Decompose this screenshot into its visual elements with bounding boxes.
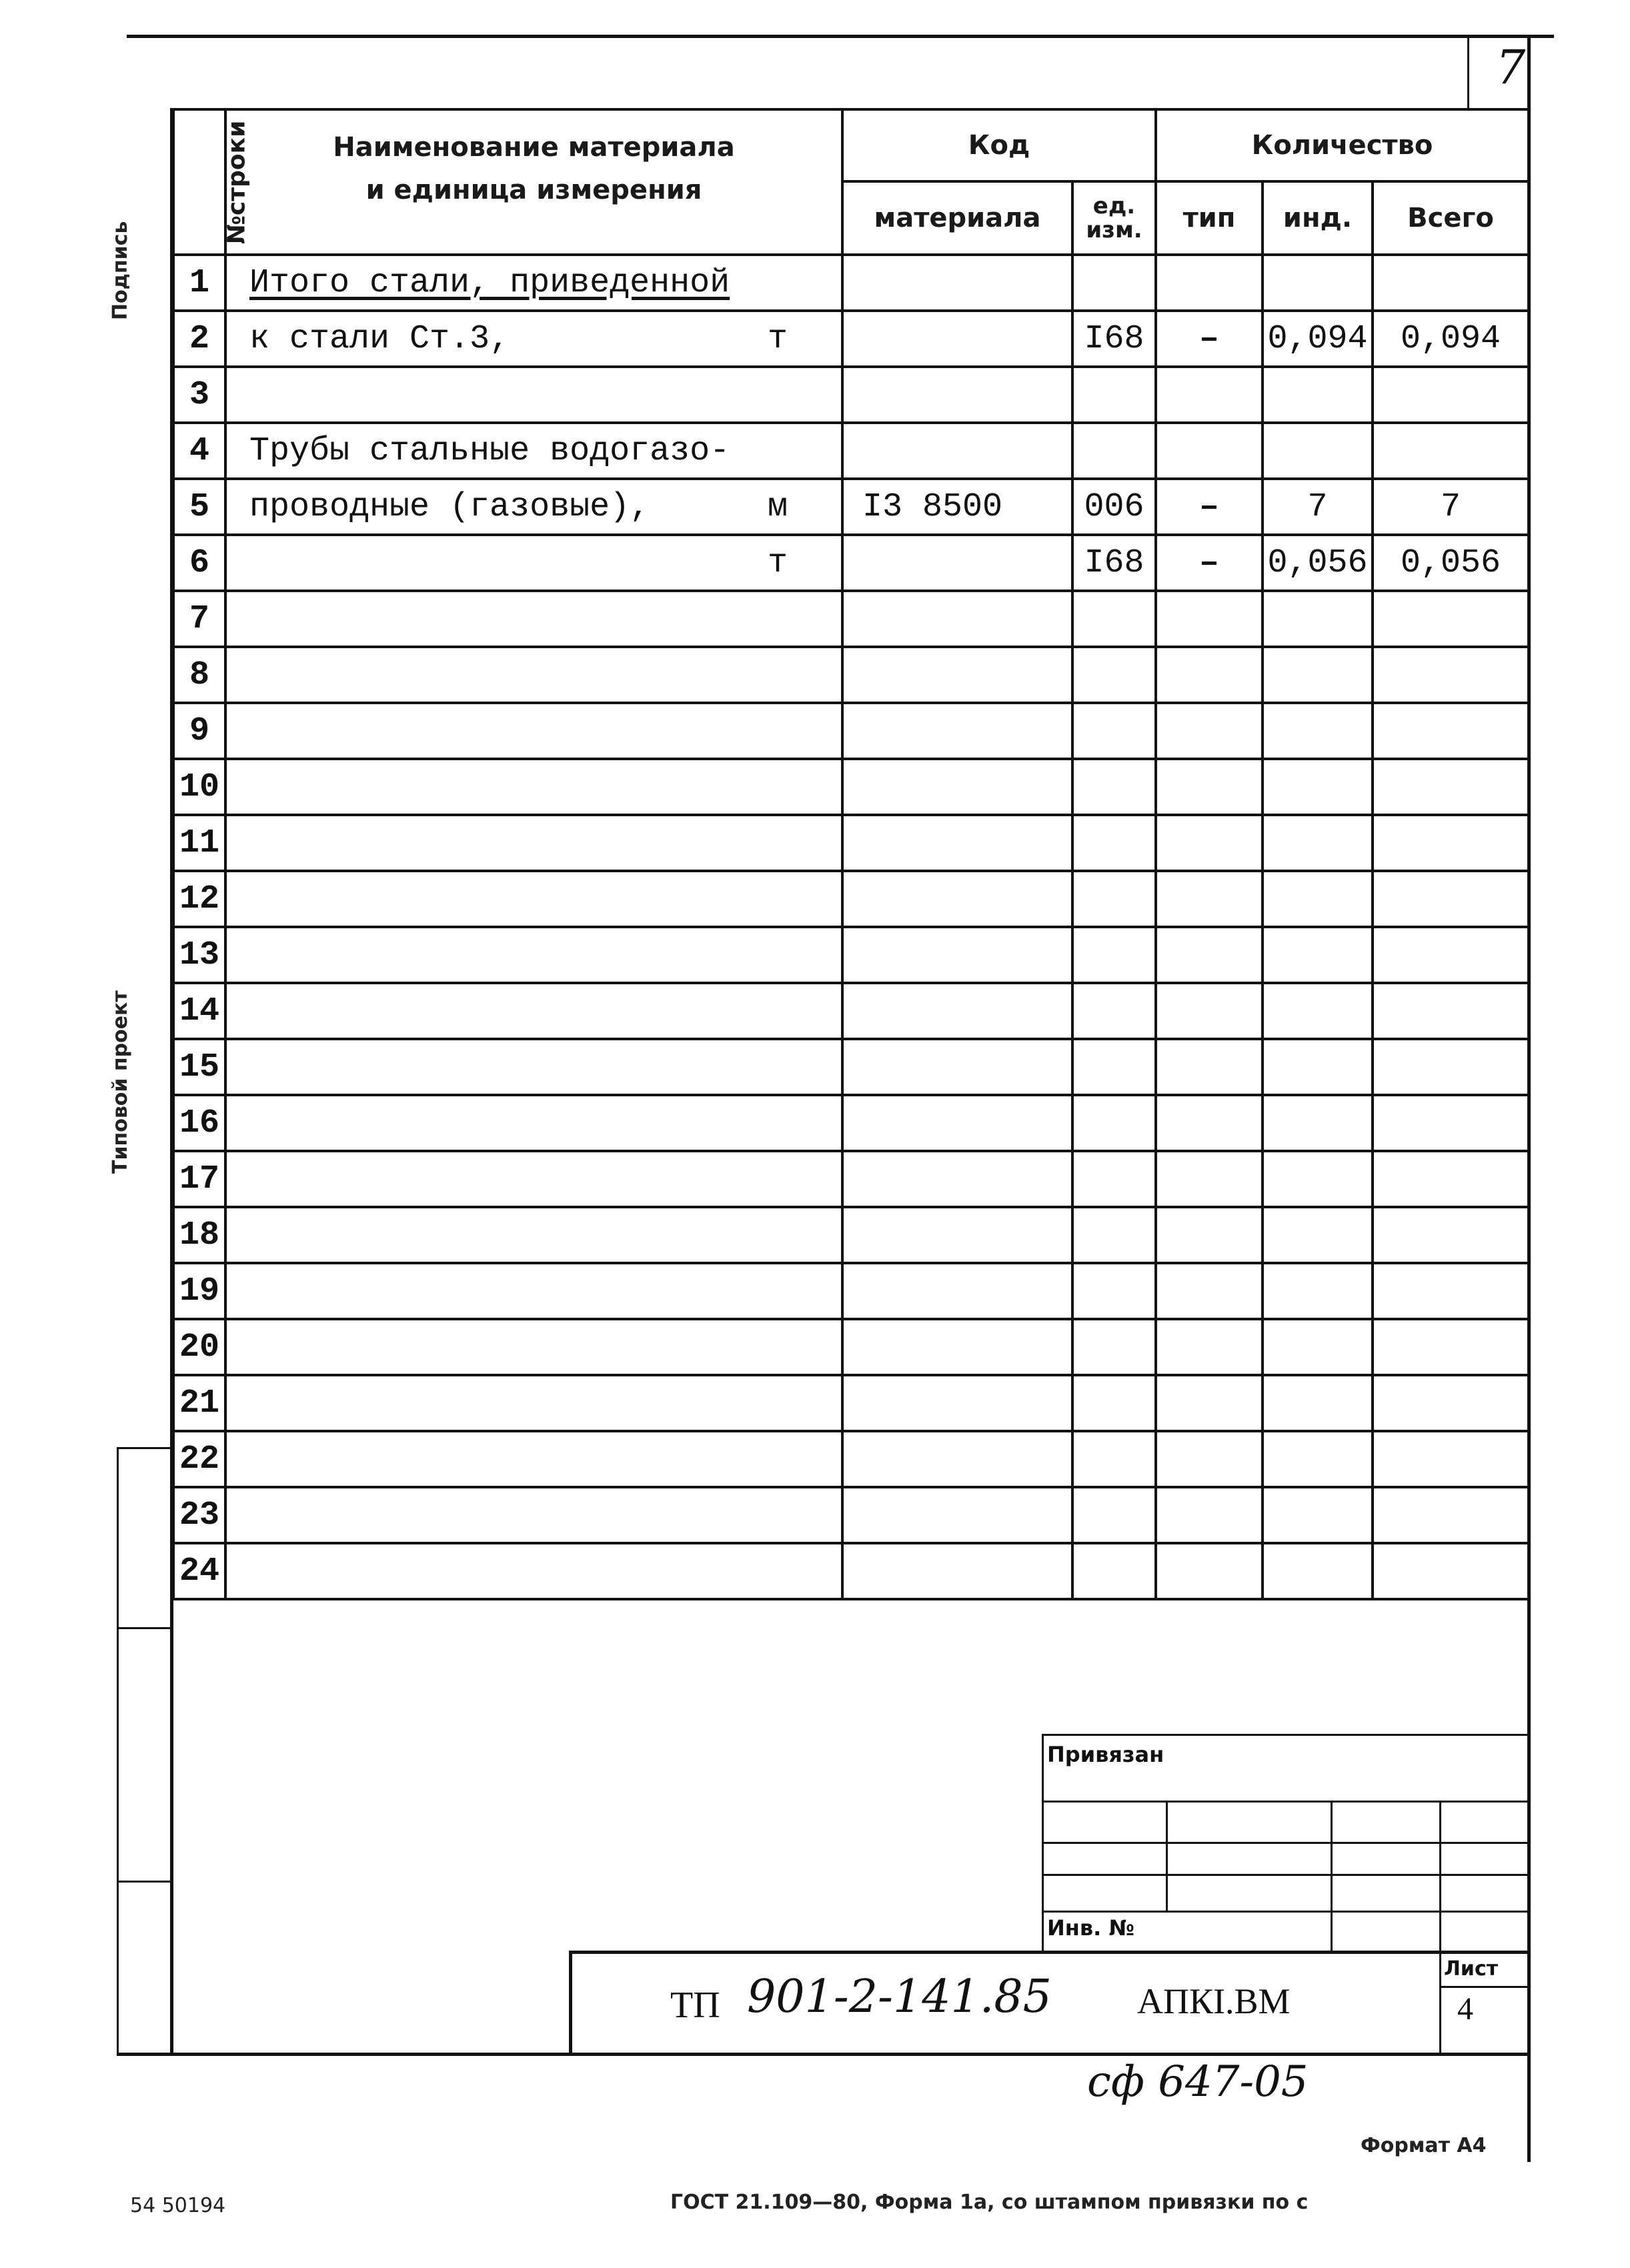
- table-row: [173, 927, 1529, 983]
- row-number-cell: 4: [173, 423, 225, 479]
- sheet-box-divider: [1439, 1986, 1529, 1988]
- unit-header: [1072, 181, 1156, 255]
- material-code-cell: [842, 311, 1072, 367]
- table-row: [173, 1319, 1529, 1375]
- unit-code-cell: [1072, 927, 1156, 983]
- row-number-cell: 10: [173, 759, 225, 815]
- total-cell: [1373, 703, 1529, 759]
- type-cell: [1156, 927, 1263, 983]
- quantity-header: Количество: [1156, 109, 1529, 181]
- row-number-cell: 16: [173, 1095, 225, 1151]
- material-name-cell: [225, 1375, 842, 1431]
- unit-code-cell: [1072, 255, 1156, 311]
- unit-code-cell: [1072, 1375, 1156, 1431]
- material-name-cell: [225, 983, 842, 1039]
- table-row: [173, 759, 1529, 815]
- stamp-linked-left: [1042, 1734, 1044, 1954]
- material-name-cell: [225, 1095, 842, 1151]
- material-code-cell: [842, 1431, 1072, 1487]
- material-name: Трубы стальные водогазо-: [249, 431, 730, 470]
- table-row: [173, 1543, 1529, 1599]
- specification-table: [172, 108, 1530, 1600]
- total-cell: [1373, 1543, 1529, 1599]
- material-code-cell: [842, 759, 1072, 815]
- individual-cell: [1263, 591, 1373, 647]
- table-row: [173, 311, 1529, 367]
- row-number-cell: 20: [173, 1319, 225, 1375]
- material-code-cell: [842, 927, 1072, 983]
- unit-code-cell: [1072, 1487, 1156, 1543]
- unit-code-cell: I68: [1072, 311, 1156, 367]
- total-cell: 0,094: [1373, 311, 1529, 367]
- type-cell: [1156, 759, 1263, 815]
- row-number-header-text: №строки: [223, 120, 251, 244]
- individual-cell: [1263, 1207, 1373, 1263]
- total-cell: [1373, 815, 1529, 871]
- individual-cell: [1263, 1487, 1373, 1543]
- type-cell: [1156, 1487, 1263, 1543]
- individual-cell: [1263, 255, 1373, 311]
- material-code-cell: [842, 871, 1072, 927]
- individual-cell: [1263, 1375, 1373, 1431]
- row-number-cell: 5: [173, 479, 225, 535]
- unit-code-cell: [1072, 1543, 1156, 1599]
- row-number-cell: 19: [173, 1263, 225, 1319]
- material-name-cell: [225, 759, 842, 815]
- row-number-cell: 24: [173, 1543, 225, 1599]
- unit-code-cell: [1072, 591, 1156, 647]
- individual-cell: [1263, 983, 1373, 1039]
- total-header: Всего: [1373, 181, 1529, 255]
- unit-code-cell: [1072, 871, 1156, 927]
- type-cell: [1156, 1375, 1263, 1431]
- material-name-cell: [225, 871, 842, 927]
- stamp-line-1: [1042, 1801, 1529, 1803]
- material-name-cell: [225, 311, 842, 367]
- stamp-col-3: [1439, 1801, 1441, 1954]
- unit-code-cell: [1072, 423, 1156, 479]
- material-code-cell: [842, 255, 1072, 311]
- material-name-cell: [225, 1151, 842, 1207]
- unit-code-cell: [1072, 367, 1156, 423]
- table-row: [173, 871, 1529, 927]
- sheet-box-left: [1439, 1951, 1441, 2054]
- margin-box-mid2: [117, 1881, 171, 1883]
- individual-cell: [1263, 871, 1373, 927]
- material-code-cell: [842, 367, 1072, 423]
- row-number-cell: 13: [173, 927, 225, 983]
- unit-code-cell: [1072, 1095, 1156, 1151]
- table-row: [173, 1263, 1529, 1319]
- individual-cell: [1263, 759, 1373, 815]
- material-code-cell: [842, 815, 1072, 871]
- type-cell: [1156, 815, 1263, 871]
- type-cell: [1156, 871, 1263, 927]
- table-row: [173, 647, 1529, 703]
- sheet-number: 4: [1457, 1991, 1473, 2027]
- type-cell: –: [1156, 311, 1263, 367]
- table-row: [173, 1207, 1529, 1263]
- margin-box-left: [117, 1447, 119, 2054]
- material-name: проводные (газовые),: [249, 487, 650, 526]
- table-row: [173, 423, 1529, 479]
- material-name-cell: [225, 1039, 842, 1095]
- individual-cell: 0,056: [1263, 535, 1373, 591]
- side-label-top: Подпись: [109, 221, 132, 320]
- unit-header-line2: изм.: [1086, 217, 1142, 243]
- total-cell: [1373, 1375, 1529, 1431]
- table-row: [173, 1151, 1529, 1207]
- row-number-cell: 15: [173, 1039, 225, 1095]
- individual-cell: [1263, 703, 1373, 759]
- total-cell: [1373, 647, 1529, 703]
- table-row: [173, 479, 1529, 535]
- row-number-cell: 7: [173, 591, 225, 647]
- sheet-label: Лист: [1444, 1957, 1499, 1981]
- individual-cell: [1263, 423, 1373, 479]
- individual-cell: [1263, 367, 1373, 423]
- type-cell: [1156, 1039, 1263, 1095]
- material-code-cell: [842, 1095, 1072, 1151]
- table-row: [173, 535, 1529, 591]
- type-cell: [1156, 1319, 1263, 1375]
- total-cell: [1373, 1207, 1529, 1263]
- unit-code-cell: [1072, 1431, 1156, 1487]
- material-code-cell: [842, 1207, 1072, 1263]
- material-code-cell: [842, 1487, 1072, 1543]
- page-number-box-left: [1467, 35, 1469, 109]
- type-cell: –: [1156, 535, 1263, 591]
- margin-box-mid: [117, 1627, 171, 1629]
- margin-box-top: [117, 1447, 171, 1449]
- material-name-cell: [225, 1319, 842, 1375]
- type-cell: [1156, 647, 1263, 703]
- material-name-cell: [225, 815, 842, 871]
- stamp-line-2: [1042, 1842, 1529, 1844]
- type-cell: [1156, 255, 1263, 311]
- stamp-line-4: [1042, 1911, 1529, 1913]
- unit-code-cell: [1072, 647, 1156, 703]
- total-cell: [1373, 423, 1529, 479]
- table-row: [173, 1431, 1529, 1487]
- individual-cell: [1263, 1095, 1373, 1151]
- row-number-cell: 17: [173, 1151, 225, 1207]
- material-name-cell: [225, 535, 842, 591]
- row-number-cell: 1: [173, 255, 225, 311]
- unit-code-cell: [1072, 815, 1156, 871]
- individual-cell: [1263, 1431, 1373, 1487]
- total-cell: [1373, 1319, 1529, 1375]
- row-number-cell: 23: [173, 1487, 225, 1543]
- total-cell: [1373, 1039, 1529, 1095]
- row-number-cell: 14: [173, 983, 225, 1039]
- title-block-top: [570, 1951, 1529, 1954]
- row-number-cell: 2: [173, 311, 225, 367]
- type-cell: [1156, 983, 1263, 1039]
- measurement-unit: т: [767, 544, 788, 582]
- individual-cell: [1263, 1263, 1373, 1319]
- material-name-cell: [225, 1487, 842, 1543]
- row-number-header: [173, 109, 251, 255]
- row-number-cell: 8: [173, 647, 225, 703]
- measurement-unit: т: [767, 320, 788, 358]
- total-cell: [1373, 367, 1529, 423]
- total-cell: 0,056: [1373, 535, 1529, 591]
- row-number-cell: 11: [173, 815, 225, 871]
- table-body: [173, 255, 1529, 1599]
- row-number-cell: 6: [173, 535, 225, 591]
- type-cell: [1156, 423, 1263, 479]
- material-name-cell: [225, 647, 842, 703]
- individual-cell: [1263, 1543, 1373, 1599]
- type-cell: [1156, 1207, 1263, 1263]
- doc-code: АПКI.ВМ: [1137, 1981, 1291, 2021]
- stamp-inv-label: Инв. №: [1047, 1915, 1134, 1941]
- material-code-cell: [842, 1543, 1072, 1599]
- material-code-cell: [842, 703, 1072, 759]
- type-cell: [1156, 1151, 1263, 1207]
- material-code-cell: I3 8500: [842, 479, 1072, 535]
- material-name-cell: [225, 927, 842, 983]
- individual-cell: 7: [1263, 479, 1373, 535]
- stamp-linked-top: [1042, 1734, 1529, 1736]
- table-row: [173, 1487, 1529, 1543]
- footer-format: Формат А4: [1361, 2134, 1487, 2157]
- footer-left-code: 54 50194: [130, 2194, 226, 2217]
- total-cell: [1373, 871, 1529, 927]
- name-header: [225, 109, 842, 255]
- stamp-line-3: [1042, 1874, 1529, 1876]
- type-cell: [1156, 591, 1263, 647]
- table-row: [173, 983, 1529, 1039]
- type-cell: [1156, 1095, 1263, 1151]
- material-code-cell: [842, 423, 1072, 479]
- unit-code-cell: I68: [1072, 535, 1156, 591]
- individual-cell: [1263, 815, 1373, 871]
- row-number-cell: 12: [173, 871, 225, 927]
- table-row: [173, 1095, 1529, 1151]
- footer-gost: ГОСТ 21.109—80, Форма 1а, со штампом привязки по с: [670, 2191, 1309, 2214]
- material-name-cell: [225, 255, 842, 311]
- unit-code-cell: [1072, 759, 1156, 815]
- material-name-cell: [225, 703, 842, 759]
- individual-cell: 0,094: [1263, 311, 1373, 367]
- table-row: [173, 255, 1529, 311]
- bottom-frame-line: [117, 2053, 1529, 2056]
- unit-header-line1: ед.: [1092, 193, 1136, 219]
- unit-code-cell: [1072, 983, 1156, 1039]
- individual-header: инд.: [1263, 181, 1373, 255]
- material-code-cell: [842, 1263, 1072, 1319]
- material-name-cell: [225, 479, 842, 535]
- type-cell: [1156, 703, 1263, 759]
- total-cell: [1373, 591, 1529, 647]
- material-code-cell: [842, 647, 1072, 703]
- unit-code-cell: [1072, 703, 1156, 759]
- total-cell: [1373, 255, 1529, 311]
- handwritten-note: сф 647-05: [1087, 2057, 1309, 2107]
- total-cell: [1373, 1487, 1529, 1543]
- individual-cell: [1263, 927, 1373, 983]
- stamp-col-1: [1166, 1801, 1168, 1911]
- name-header-line1: Наименование материала: [333, 132, 735, 163]
- row-number-cell: 3: [173, 367, 225, 423]
- project-prefix: ТП: [670, 1985, 720, 2026]
- total-cell: [1373, 1095, 1529, 1151]
- table-row: [173, 1375, 1529, 1431]
- material-code-cell: [842, 535, 1072, 591]
- type-cell: [1156, 1431, 1263, 1487]
- material-code-cell: [842, 1375, 1072, 1431]
- title-block-left: [569, 1951, 572, 2054]
- material-name: Итого стали, приведенной: [249, 263, 730, 302]
- side-label-middle: Типовой проект: [109, 990, 132, 1174]
- type-cell: [1156, 367, 1263, 423]
- page-number: 7: [1495, 40, 1526, 95]
- material-name-cell: [225, 591, 842, 647]
- unit-code-cell: [1072, 1039, 1156, 1095]
- unit-code-cell: [1072, 1263, 1156, 1319]
- table-row: [173, 1039, 1529, 1095]
- row-number-cell: 22: [173, 1431, 225, 1487]
- type-header: тип: [1156, 181, 1263, 255]
- material-code-cell: [842, 1151, 1072, 1207]
- type-cell: –: [1156, 479, 1263, 535]
- individual-cell: [1263, 1039, 1373, 1095]
- type-cell: [1156, 1263, 1263, 1319]
- material-header: материала: [842, 181, 1072, 255]
- individual-cell: [1263, 1151, 1373, 1207]
- row-number-cell: 18: [173, 1207, 225, 1263]
- material-name-cell: [225, 1543, 842, 1599]
- material-name-cell: [225, 1207, 842, 1263]
- total-cell: [1373, 1431, 1529, 1487]
- material-name-cell: [225, 1431, 842, 1487]
- material-code-cell: [842, 983, 1072, 1039]
- material-code-cell: [842, 1319, 1072, 1375]
- unit-code-cell: 006: [1072, 479, 1156, 535]
- material-code-cell: [842, 1039, 1072, 1095]
- measurement-unit: м: [767, 488, 788, 526]
- individual-cell: [1263, 1319, 1373, 1375]
- total-cell: [1373, 983, 1529, 1039]
- total-cell: [1373, 759, 1529, 815]
- name-header-line2: и единица измерения: [365, 175, 702, 205]
- unit-code-cell: [1072, 1319, 1156, 1375]
- total-cell: [1373, 1151, 1529, 1207]
- total-cell: [1373, 1263, 1529, 1319]
- material-name: к стали Ст.3,: [249, 319, 510, 358]
- unit-code-cell: [1072, 1151, 1156, 1207]
- code-header: Код: [842, 109, 1156, 181]
- material-name-cell: [225, 423, 842, 479]
- table-row: [173, 591, 1529, 647]
- individual-cell: [1263, 647, 1373, 703]
- table-row: [173, 815, 1529, 871]
- total-cell: [1373, 927, 1529, 983]
- stamp-col-2: [1331, 1801, 1333, 1954]
- total-cell: 7: [1373, 479, 1529, 535]
- type-cell: [1156, 1543, 1263, 1599]
- table-row: [173, 703, 1529, 759]
- row-number-cell: 9: [173, 703, 225, 759]
- material-name-cell: [225, 367, 842, 423]
- material-name-cell: [225, 1263, 842, 1319]
- row-number-cell: 21: [173, 1375, 225, 1431]
- material-code-cell: [842, 591, 1072, 647]
- unit-code-cell: [1072, 1207, 1156, 1263]
- table-row: [173, 367, 1529, 423]
- top-frame-line: [127, 35, 1554, 38]
- project-number: 901-2-141.85: [747, 1971, 1052, 2023]
- stamp-linked-label: Привязан: [1047, 1742, 1164, 1767]
